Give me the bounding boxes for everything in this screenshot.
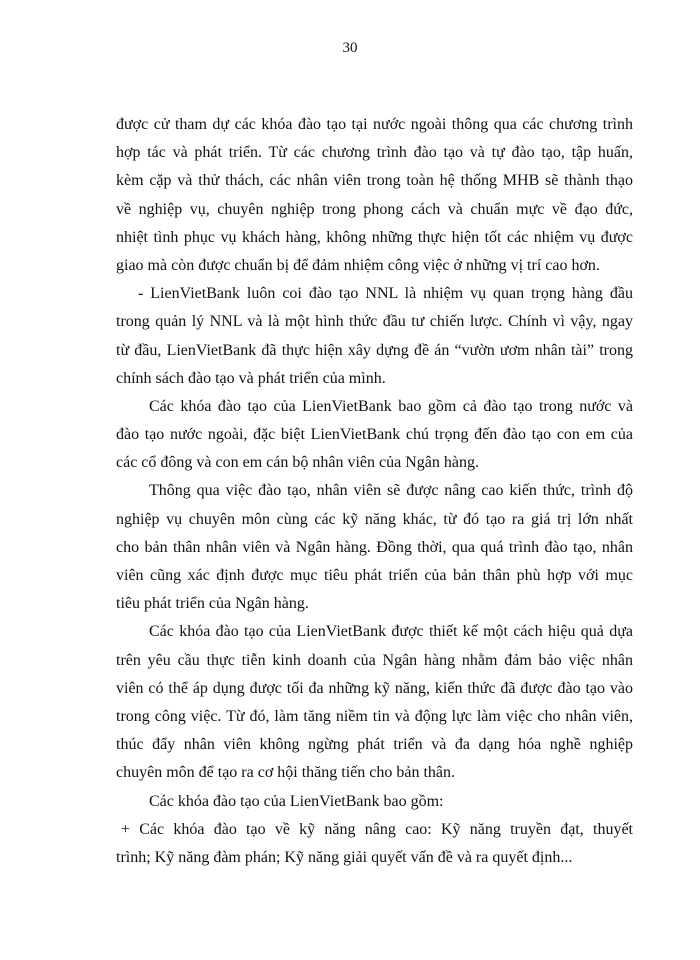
page-number: 30	[342, 40, 358, 56]
document-body	[116, 111, 633, 872]
text-line: chuyên môn để tạo ra cơ hội thăng tiến cho bản thân.	[116, 764, 456, 782]
text-line: được cử tham dự các khóa đào tạo tại nước ngoài thông qua các chương trình	[116, 116, 633, 133]
text-line: trong công việc. Từ đó, làm tăng niềm tin và động lực làm việc cho nhân viên,	[116, 707, 633, 725]
text-line: kèm cặp và thử thách, các nhân viên trong toàn hệ thống MHB sẽ thành thạo	[116, 172, 633, 190]
text-line: cho bản thân nhân viên và Ngân hàng. Đồng thời, qua quá trình đào tạo, nhân	[116, 538, 633, 556]
text-line: Các khóa đào tạo của LienVietBank bao gồm:	[149, 792, 444, 810]
text-line: Các khóa đào tạo của LienVietBank được thiết kế một cách hiệu quả dựa	[149, 623, 633, 641]
bullet-line: - LienVietBank luôn coi đào tạo NNL là nhiệm vụ quan trọng hàng đầu	[138, 285, 633, 303]
text-line: viên có thể áp dụng được tối đa những kỹ năng, kiến thức đã được đào tạo vào	[116, 679, 633, 697]
text-line: trong quản lý NNL và là một hình thức đầu tư chiến lược. Chính vì vậy, ngay	[116, 313, 633, 331]
paragraph-training-benefits	[116, 477, 633, 618]
paragraph-continuation	[116, 111, 633, 280]
text-line: nhiệt tình phục vụ khách hàng, không những thực hiện tốt các nhiệm vụ được	[116, 228, 633, 246]
text-line: nghiệp vụ chuyên môn cùng các kỹ năng khác, từ đó tạo ra giá trị lớn nhất	[116, 510, 633, 528]
text-line: các cổ đông và con em cán bộ nhân viên của Ngân hàng.	[116, 454, 479, 472]
paragraph-plus-item	[116, 816, 633, 872]
paragraph-course-list-intro	[116, 788, 633, 816]
text-line: viên cũng xác định được mục tiêu phát triển của bản thân phù hợp với mục	[116, 567, 633, 584]
text-line: thúc đẩy nhân viên không ngừng phát triển và đa dạng hóa nghề nghiệp	[116, 736, 633, 754]
text-line: từ đầu, LienVietBank đã thực hiện xây dựng đề án “vườn ươm nhân tài” trong	[116, 341, 633, 359]
paragraph-bullet	[116, 280, 633, 393]
text-line: Thông qua việc đào tạo, nhân viên sẽ được nâng cao kiến thức, trình độ	[149, 482, 633, 500]
text-line: đào tạo nước ngoài, đặc biệt LienVietBank chú trọng đến đào tạo con em của	[116, 426, 633, 444]
text-line: trình; Kỹ năng đàm phán; Kỹ năng giải quyết vấn đề và ra quyết định...	[116, 848, 573, 866]
text-line: trên yêu cầu thực tiễn kinh doanh của Ngân hàng nhằm đảm bảo việc nhân	[116, 651, 633, 669]
text-line: Các khóa đào tạo của LienVietBank bao gồm cả đào tạo trong nước và	[149, 397, 633, 415]
text-line: tiêu phát triển của Ngân hàng.	[116, 595, 309, 613]
text-line: hợp tác và phát triển. Từ các chương trình đào tạo và tự đào tạo, tập huấn,	[116, 144, 633, 162]
plus-item-line: + Các khóa đào tạo về kỹ năng nâng cao: Kỹ năng truyền đạt, thuyết	[121, 820, 633, 838]
text-line: giao mà còn được chuẩn bị để đảm nhiệm công việc ở những vị trí cao hơn.	[116, 256, 600, 274]
paragraph-training-design	[116, 618, 633, 787]
paragraph-training-scope	[116, 393, 633, 478]
text-line: về nghiệp vụ, chuyên nghiệp trong phong cách và chuẩn mực về đạo đức,	[116, 200, 633, 218]
text-line: chính sách đào tạo và phát triển của mình.	[116, 369, 386, 387]
